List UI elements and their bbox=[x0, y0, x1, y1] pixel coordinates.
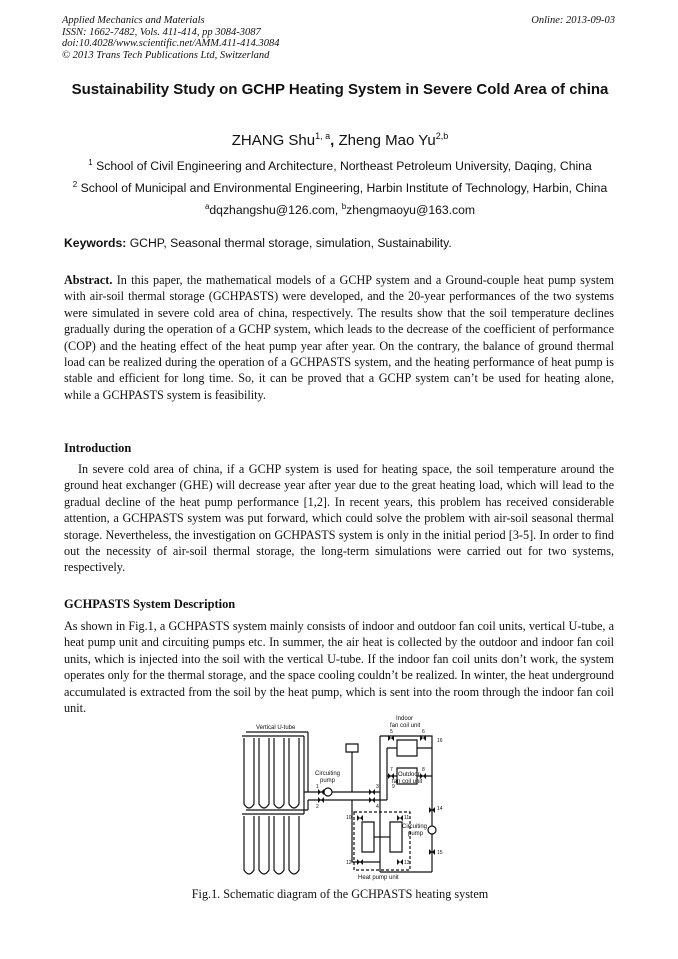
valve-number: 4 bbox=[376, 804, 379, 810]
valve-number: 16 bbox=[437, 738, 443, 744]
label-indoor-fcu: Indoor bbox=[396, 716, 414, 722]
journal-name: Applied Mechanics and Materials bbox=[62, 15, 205, 26]
journal-header bbox=[62, 15, 279, 61]
system-description-text: As shown in Fig.1, a GCHPASTS system mainly consists of indoor and outdoor fan coil units, vertical U-tube, a heat pump unit and circuiting pumps etc. In summer, the air heat is collected by the outdoor and indoor fan coil units, which is injected into the soil with the vertical U-tube. If the indoor fan coil units don’t work, the system operates only for the thermal storage, and the space cooling couldn’t be realized. In winter, the heat underground accumulated is extracted from the soil by the heat pump, which is sent into the room through the indoor fan coil unit. bbox=[64, 619, 614, 716]
condenser bbox=[390, 822, 402, 852]
keywords-label: Keywords: bbox=[64, 236, 127, 250]
label-circuiting-pump-right: Circuiting bbox=[402, 824, 428, 830]
author-affil-marker: 2,b bbox=[435, 131, 449, 141]
valve-number: 8 bbox=[422, 767, 425, 773]
issn-line: ISSN: 1662-7482, Vols. 411-414, pp 3084-3087 bbox=[62, 26, 261, 38]
valve-number: 15 bbox=[437, 850, 443, 856]
affiliation-text: School of Municipal and Environmental Engineering, Harbin Institute of Technology, Harbin, China bbox=[80, 181, 608, 196]
valve-number: 2 bbox=[316, 804, 319, 810]
valve-number: 14 bbox=[437, 806, 443, 812]
expansion-tank bbox=[346, 744, 358, 752]
abstract-text: In this paper, the mathematical models of a GCHP system and a Ground-couple heat pump system with air-soil thermal storage (GCHPASTS) were developed, and the 20-year performances of the two systems were simulated in severe cold area of china, respectively. The results show that the soil temperature declines gradually during the operation of a GCHP system, which leads to the decrease of the coefficient of performance (COP) and the heating effect of the heat pump year after year. On the contrary, the balance of ground thermal load can be realized during the operation of a GCHPASTS system, and the heating performance of heat pump is stable and efficient for long time. So, it can be proved that a GCHP system can’t be used for heating alone, while a GCHPASTS system is feasibility. bbox=[64, 273, 614, 402]
u-tube bbox=[244, 738, 254, 808]
valve-number: 1 bbox=[316, 784, 319, 790]
valve-number: 12 bbox=[346, 860, 352, 866]
label-circuiting-pump-left: pump bbox=[320, 778, 336, 784]
circuiting-pump-right bbox=[428, 826, 436, 834]
affiliation-text: School of Civil Engineering and Architecture, Northeast Petroleum University, Daqing, China bbox=[96, 159, 592, 174]
author-emails bbox=[40, 202, 640, 217]
label-circuiting-pump-right: pump bbox=[408, 831, 424, 837]
valve-number: 7 bbox=[390, 767, 393, 773]
affiliation-marker: 2 bbox=[72, 180, 78, 189]
online-date: Online: 2013-09-03 bbox=[531, 15, 615, 26]
affiliation-2 bbox=[40, 180, 640, 195]
author-list bbox=[64, 131, 616, 149]
valve-number: 6 bbox=[422, 729, 425, 735]
section-heading-system: GCHPASTS System Description bbox=[64, 597, 236, 611]
doi-line: doi:10.4028/www.scientific.net/AMM.411-414.3084 bbox=[62, 38, 280, 49]
label-heat-pump-unit: Heat pump unit bbox=[358, 875, 399, 881]
u-tube bbox=[259, 816, 269, 874]
email-link-b[interactable]: zhengmaoyu@163.com bbox=[346, 203, 476, 218]
u-tube bbox=[244, 816, 254, 874]
author-name: ZHANG Shu bbox=[231, 132, 316, 149]
copyright-line: © 2013 Trans Tech Publications Ltd, Switzerland bbox=[62, 49, 270, 61]
label-outdoor-fcu: Outdoor bbox=[398, 772, 420, 778]
pipe bbox=[380, 748, 387, 800]
pipe bbox=[380, 736, 432, 862]
u-tube bbox=[274, 738, 284, 808]
keywords-text: GCHP, Seasonal thermal storage, simulation, Sustainability. bbox=[129, 236, 452, 250]
valve-number: 5 bbox=[390, 729, 393, 735]
affiliation-1 bbox=[40, 158, 640, 173]
valve-number: 3 bbox=[376, 784, 379, 790]
affiliation-marker: 1 bbox=[88, 158, 93, 167]
email-link-a[interactable]: dqzhangshu@126.com, bbox=[209, 203, 342, 218]
email-marker: a bbox=[204, 202, 210, 211]
author-name: Zheng Mao Yu bbox=[338, 132, 436, 149]
label-outdoor-fcu: fan coil unit bbox=[392, 779, 423, 785]
gchpasts-schematic bbox=[232, 712, 452, 882]
u-tube bbox=[259, 738, 269, 808]
abstract bbox=[64, 272, 614, 403]
author-separator: , bbox=[330, 132, 339, 149]
paper-title: Sustainability Study on GCHP Heating System in Severe Cold Area of china bbox=[71, 81, 609, 98]
label-circuiting-pump-left: Circuiting bbox=[315, 771, 341, 777]
abstract-label: Abstract. bbox=[64, 273, 113, 287]
label-indoor-fcu: fan coil unit bbox=[390, 723, 421, 729]
circuiting-pump-left bbox=[324, 788, 332, 796]
u-tube bbox=[289, 816, 299, 874]
figure-caption: Fig.1. Schematic diagram of the GCHPASTS heating system bbox=[191, 887, 489, 901]
introduction-text: In severe cold area of china, if a GCHP system is used for heating space, the soil temperature around the ground heat exchanger (GHE) will decrease year after year due to the great heating load, which will lead to the gradual decline of the heat pump performance [1,2]. In recent years, this problem has received considerable attention, a GCHPASTS system was put forward, which could solve the problem with air-soil seasonal thermal storage. Nevertheless, the investigation on GCHPASTS system is only in the initial period [3-5]. In order to find out the necessity of air-soil thermal storage, the long-term simulations were carried out for two systems, respectively. bbox=[64, 462, 614, 575]
u-tube bbox=[274, 816, 284, 874]
label-vertical-u-tube: Vertical U-tube bbox=[256, 725, 296, 731]
valve-number: 11 bbox=[404, 815, 410, 821]
email-marker: b bbox=[341, 202, 347, 211]
valve-number: 13 bbox=[404, 860, 410, 866]
valve-number: 9 bbox=[392, 784, 395, 790]
u-tube bbox=[289, 738, 299, 808]
indoor-fan-coil-unit bbox=[397, 740, 417, 756]
valve-number: 10 bbox=[346, 815, 352, 821]
evaporator bbox=[362, 822, 374, 852]
keywords bbox=[64, 236, 616, 250]
author-affil-marker: 1, a bbox=[315, 131, 331, 141]
section-heading-introduction: Introduction bbox=[64, 441, 132, 455]
